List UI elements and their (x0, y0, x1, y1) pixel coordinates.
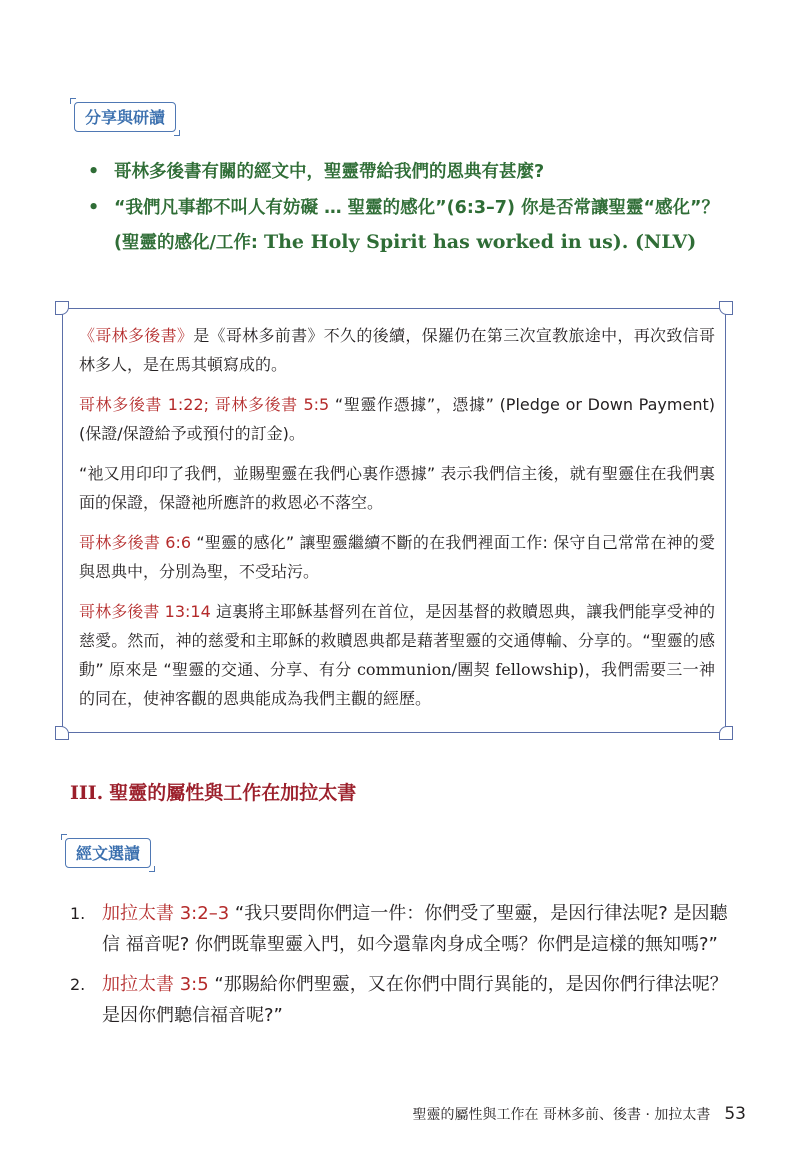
reading-text: “那賜給你們聖靈，又在你們中間行異能的，是因你們行律法呢？是因你們聽信福音呢?” (102, 974, 728, 1026)
bullet: • (88, 198, 100, 218)
reading-item (70, 898, 730, 960)
paragraph-text: “祂又用印印了我們，並賜聖靈在我們心裏作憑據” 表示我們信主後，就有聖靈住在我們裏面的保證，保證祂所應許的救恩必不落空。 (79, 464, 715, 512)
commentary-paragraph (79, 321, 715, 379)
paragraph-text: “聖靈的感化” 讓聖靈繼續不斷的在我們裡面工作: 保守自己常常在神的愛與恩典中，分別為聖，不受玷污。 (79, 533, 715, 581)
section-title: 聖靈的屬性與工作在加拉太書 (109, 782, 357, 804)
paragraph-text: “聖靈作憑據”，憑據” (Pledge or Down Payment) (保證/保證給予或預付的訂金)。 (79, 395, 715, 443)
scripture-ref: 《哥林多後書》 (79, 326, 194, 345)
commentary-box (62, 308, 726, 733)
tag-corner (61, 834, 67, 840)
scripture-ref: 哥林多後書 13:14 (79, 602, 211, 621)
scripture-ref: 加拉太書 3:5 (102, 974, 209, 995)
sharing-study-tag (74, 102, 176, 132)
section-number: III. (70, 782, 104, 804)
scripture-ref: 哥林多後書 6:6 (79, 533, 192, 552)
tag-corner (149, 866, 155, 872)
running-title: 聖靈的屬性與工作在 哥林多前、後書 · 加拉太書 (412, 1107, 711, 1123)
sharing-study-label: 分享與研讀 (85, 108, 166, 127)
reading-number: 1. (70, 904, 86, 923)
tag-corner (70, 98, 76, 104)
tag-corner (174, 130, 180, 136)
paragraph-text: 是《哥林多前書》不久的後續，保羅仍在第三次宣教旅途中，再次致信哥林多人，是在馬其頓寫成的。 (79, 326, 715, 374)
scripture-ref: 哥林多後書 1:22; 哥林多後書 5:5 (79, 395, 330, 414)
section-heading (70, 778, 356, 805)
question-text: “我們凡事都不叫人有妨礙 … 聖靈的感化”(6:3–7) 你是否常讓聖靈“感化”？(聖靈的感化/工作: (114, 198, 720, 253)
reading-number: 2. (70, 975, 86, 994)
question-english-text: The Holy Spirit has worked in us). (NLV) (263, 231, 697, 253)
commentary-paragraph (79, 597, 715, 713)
discussion-questions (88, 155, 728, 262)
bullet: • (88, 162, 100, 182)
question-item (88, 191, 728, 260)
scripture-readings (70, 898, 730, 1040)
box-corner (55, 301, 69, 315)
page-footer (413, 1104, 746, 1124)
box-corner (55, 726, 69, 740)
page-number: 53 (724, 1104, 746, 1124)
question-text: 哥林多後書有關的經文中，聖靈帶給我們的恩典有甚麼? (114, 162, 545, 182)
commentary-paragraph (79, 528, 715, 586)
box-corner (719, 301, 733, 315)
paragraph-english-text: communion/團契 fellowship (356, 660, 579, 679)
scripture-ref: 加拉太書 3:2–3 (102, 903, 230, 924)
paragraph-text: 這裏將主耶穌基督列在首位，是因基督的救贖恩典，讓我們能享受神的慈愛。然而，神的慈愛和主耶穌的救贖恩典都是藉著聖靈的交通傳輸、分享的。“聖靈的感動” 原來是 “聖靈的交通、分享、有分 (79, 602, 715, 679)
question-item (88, 155, 728, 189)
reading-item (70, 969, 730, 1031)
paragraph-text: )，我們需要三一神的同在，使神客觀的恩典能成為我們主觀的經歷。 (79, 660, 715, 708)
scripture-reading-label: 經文選讀 (76, 844, 141, 863)
box-corner (719, 726, 733, 740)
reading-text: “我只要問你們這一件：你們受了聖靈，是因行律法呢? 是因聽信 福音呢? 你們既靠聖靈入門，如今還靠肉身成全嗎？你們是這樣的無知嗎?” (102, 903, 728, 955)
commentary-paragraph (79, 390, 715, 448)
scripture-reading-tag (65, 838, 151, 868)
commentary-paragraph (79, 459, 715, 517)
